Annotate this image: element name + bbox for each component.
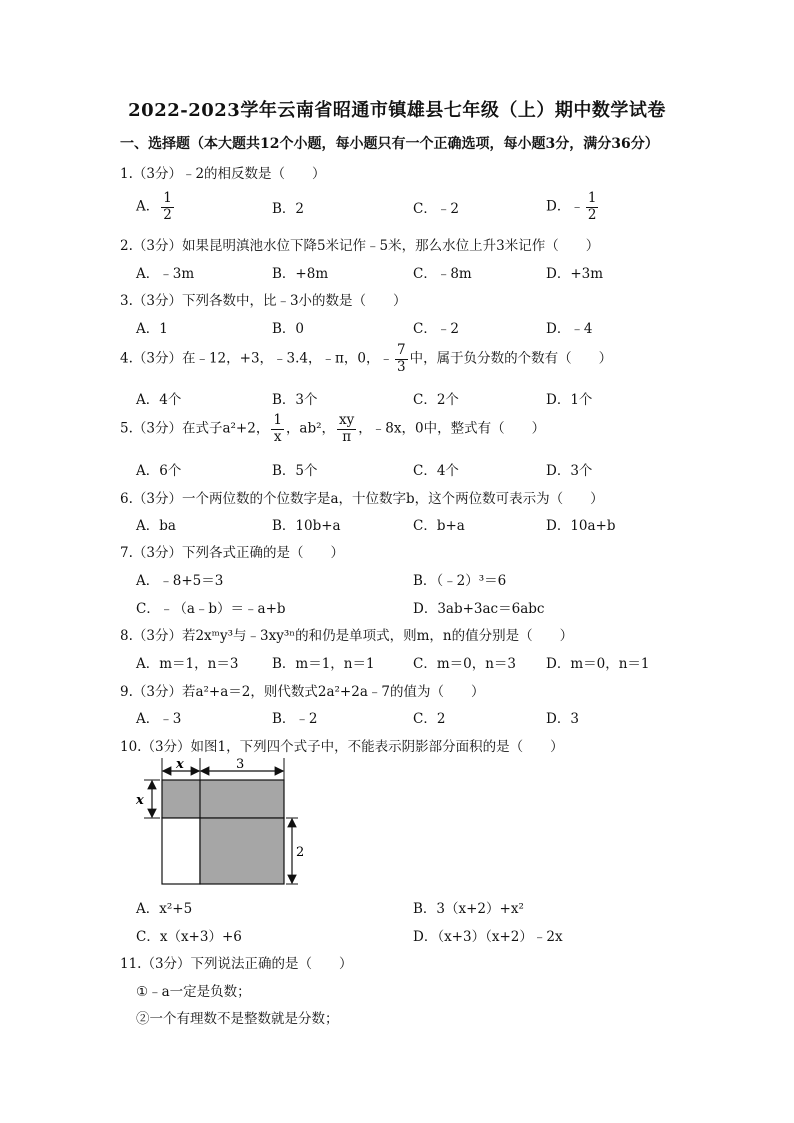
q8-option-d[interactable]: D．m＝0，n＝1	[546, 656, 650, 672]
q7-option-d[interactable]: D．3ab+3ac＝6abc	[413, 601, 545, 617]
q2-option-b[interactable]: B．+8m	[272, 266, 329, 282]
q6-option-b[interactable]: B．10b+a	[272, 518, 341, 534]
figure-1	[130, 752, 310, 892]
fraction: $\frac{1}{x}$	[273, 412, 282, 445]
q3-option-a[interactable]: A．1	[136, 321, 168, 337]
question-2: 2.（3分）如果昆明滇池水位下降5米记作﹣5米，那么水位上升3米记作（ ）	[120, 238, 600, 254]
q3-option-b[interactable]: B．0	[272, 321, 305, 337]
q9-option-d[interactable]: D．3	[546, 711, 579, 727]
question-3: 3.（3分）下列各数中，比﹣3小的数是（ ）	[120, 293, 407, 309]
q8-option-c[interactable]: C．m＝0，n＝3	[413, 656, 517, 672]
q1-option-d[interactable]: D．﹣ $\frac{1}{2}$	[546, 190, 597, 223]
fraction: $\frac{1}{2}$	[587, 190, 597, 223]
question-10: 10.（3分）如图1，下列四个式子中，不能表示阴影部分面积的是（ ）	[120, 739, 564, 755]
q2-option-c[interactable]: C．﹣8m	[413, 266, 472, 282]
q2-option-a[interactable]: A．﹣3m	[136, 266, 195, 282]
q10-option-d[interactable]: D．（x+3）（x+2）﹣2x	[413, 929, 563, 945]
q10-option-b[interactable]: B．3（x+2）+x²	[413, 901, 524, 917]
q9-option-a[interactable]: A．﹣3	[136, 711, 182, 727]
q3-option-c[interactable]: C．﹣2	[413, 321, 459, 337]
question-1: 1.（3分）﹣2的相反数是（ ）	[120, 166, 326, 182]
question-7: 7.（3分）下列各式正确的是（ ）	[120, 545, 344, 561]
q11-statement-2: ②一个有理数不是整数就是分数；	[136, 1011, 339, 1027]
section-heading: 一、选择题（本大题共12个小题，每小题只有一个正确选项，每小题3分，满分36分）	[120, 136, 659, 152]
q5-option-b[interactable]: B．5个	[272, 463, 318, 479]
q8-option-b[interactable]: B．m＝1，n＝1	[272, 656, 375, 672]
q4-option-c[interactable]: C．2个	[413, 392, 459, 408]
q4-option-b[interactable]: B．3个	[272, 392, 318, 408]
item-mark: ②	[136, 1011, 150, 1027]
q4-option-d[interactable]: D．1个	[546, 392, 593, 408]
q5-option-c[interactable]: C．4个	[413, 463, 459, 479]
fraction: $\frac{1}{2}$	[163, 190, 172, 223]
question-9: 9.（3分）若a²+a＝2，则代数式2a²+2a﹣7的值为（ ）	[120, 684, 485, 700]
q11-statement-1: ①﹣a一定是负数；	[136, 984, 251, 1000]
item-mark: ①	[136, 984, 149, 1000]
q2-option-d[interactable]: D．+3m	[546, 266, 604, 282]
q6-option-d[interactable]: D．10a+b	[546, 518, 616, 534]
q4-option-a[interactable]: A．4个	[136, 392, 182, 408]
q6-option-c[interactable]: C．b+a	[413, 518, 465, 534]
question-8: 8.（3分）若2xᵐy³与﹣3xy³ⁿ的和仍是单项式，则m，n的值分别是（ ）	[120, 628, 574, 644]
figure-label-x-left: x	[136, 793, 144, 808]
q10-option-c[interactable]: C．x（x+3）+6	[136, 929, 242, 945]
figure-label-2: 2	[296, 845, 305, 860]
question-5: 5.（3分）在式子a²+2， $\frac{1}{x}$ ，ab²， $\frac{xy}{\pi}$ ，﹣8x，0中，整式有（ ）	[120, 412, 546, 445]
q6-option-a[interactable]: A．ba	[136, 518, 176, 534]
figure-label-x-top: x	[176, 757, 184, 772]
fraction: $\frac{7}{3}$	[396, 342, 406, 375]
q7-option-c[interactable]: C．﹣（a﹣b）＝﹣a+b	[136, 601, 286, 617]
q8-option-a[interactable]: A．m＝1，n＝3	[136, 656, 239, 672]
q5-option-a[interactable]: A．6个	[136, 463, 182, 479]
question-11: 11.（3分）下列说法正确的是（ ）	[120, 956, 353, 972]
q5-option-d[interactable]: D．3个	[546, 463, 593, 479]
question-4: 4.（3分）在﹣12，+3，﹣3.4，﹣π，0，﹣ $\frac{7}{3}$ 中，属于负分数的个数有（ ）	[120, 342, 613, 375]
q7-option-a[interactable]: A．﹣8+5＝3	[136, 573, 224, 589]
fraction: $\frac{xy}{\pi}$	[339, 412, 355, 445]
q9-option-c[interactable]: C．2	[413, 711, 446, 727]
q1-option-a[interactable]: A． $\frac{1}{2}$	[136, 190, 172, 223]
q1-option-c[interactable]: C．﹣2	[413, 201, 459, 217]
q1-option-b[interactable]: B．2	[272, 201, 305, 217]
q7-option-b[interactable]: B．（﹣2）³＝6	[413, 573, 507, 589]
figure-label-3: 3	[236, 757, 245, 772]
q9-option-b[interactable]: B．﹣2	[272, 711, 318, 727]
page-title: 2022-2023学年云南省昭通市镇雄县七年级（上）期中数学试卷	[128, 100, 666, 121]
question-6: 6.（3分）一个两位数的个位数字是a，十位数字b，这个两位数可表示为（ ）	[120, 491, 604, 507]
q3-option-d[interactable]: D．﹣4	[546, 321, 593, 337]
q10-option-a[interactable]: A．x²+5	[136, 901, 193, 917]
